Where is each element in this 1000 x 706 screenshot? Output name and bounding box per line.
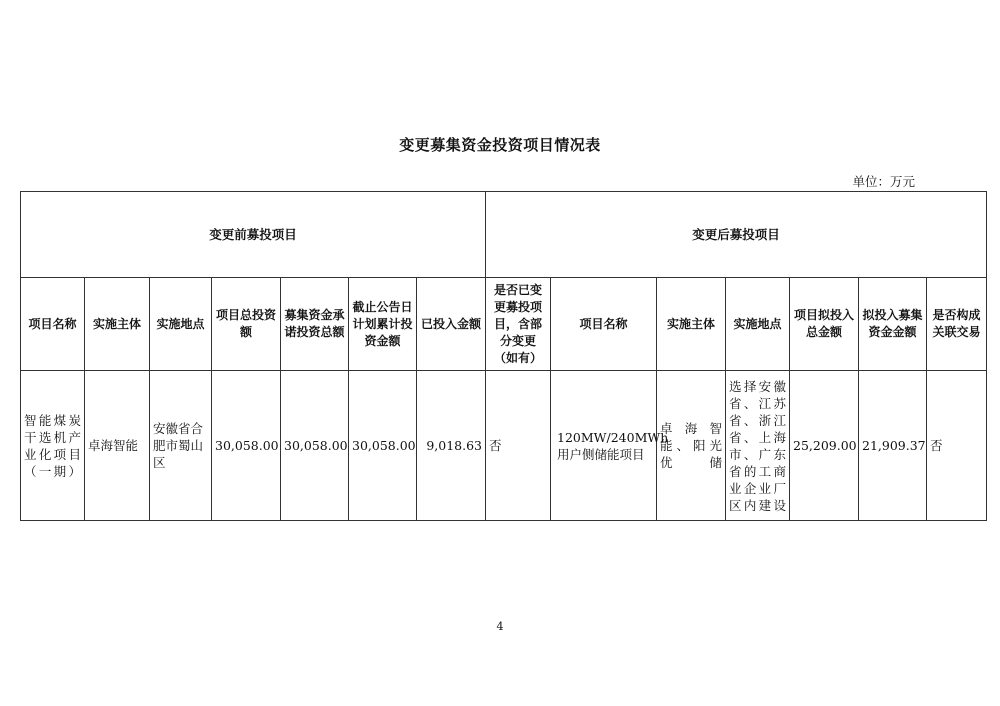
unit-label: 单位：万元 [852,174,915,189]
column-header: 截止公告日计划累计投资金额 [349,278,417,371]
after-entity: 卓海智能、阳光优储 [657,371,726,521]
column-header: 项目总投资额 [212,278,281,371]
column-header: 实施地点 [726,278,790,371]
column-header: 是否构成关联交易 [927,278,987,371]
column-header: 项目拟投入总金额 [790,278,859,371]
group-header-before: 变更前募投项目 [21,192,486,278]
after-location: 选择安徽省、江苏省、浙江省、上海市、广东省的工商业企业厂区内建设 [726,371,790,521]
column-header: 是否已变更募投项目，含部分变更（如有） [486,278,551,371]
committed-investment: 30,058.00 [281,371,349,521]
column-header: 拟投入募集资金金额 [859,278,927,371]
invested-amount: 9,018.63 [417,371,486,521]
page-number: 4 [496,620,504,633]
before-project-name: 智能煤炭干选机产业化项目（一期） [21,371,85,521]
table-row [21,371,987,521]
column-header: 已投入金额 [417,278,486,371]
column-header: 项目名称 [551,278,657,371]
column-header: 项目名称 [21,278,85,371]
planned-total-investment: 25,209.00 [790,371,859,521]
column-header: 实施地点 [150,278,212,371]
after-project-name: 120MW/240MWh用户侧储能项目 [551,371,657,521]
document-title: 变更募集资金投资项目情况表 [399,136,601,154]
column-header-row [21,278,987,371]
column-header: 实施主体 [85,278,150,371]
changed-flag: 否 [486,371,551,521]
related-transaction-flag: 否 [927,371,987,521]
group-header-after: 变更后募投项目 [486,192,987,278]
planned-raised-funds: 21,909.37 [859,371,927,521]
column-header: 实施主体 [657,278,726,371]
before-location: 安徽省合肥市蜀山区 [150,371,212,521]
column-header: 募集资金承诺投资总额 [281,278,349,371]
group-header-row [21,192,987,278]
before-entity: 卓海智能 [85,371,150,521]
planned-cumulative-investment: 30,058.00 [349,371,417,521]
total-investment: 30,058.00 [212,371,281,521]
project-change-table [20,191,987,521]
